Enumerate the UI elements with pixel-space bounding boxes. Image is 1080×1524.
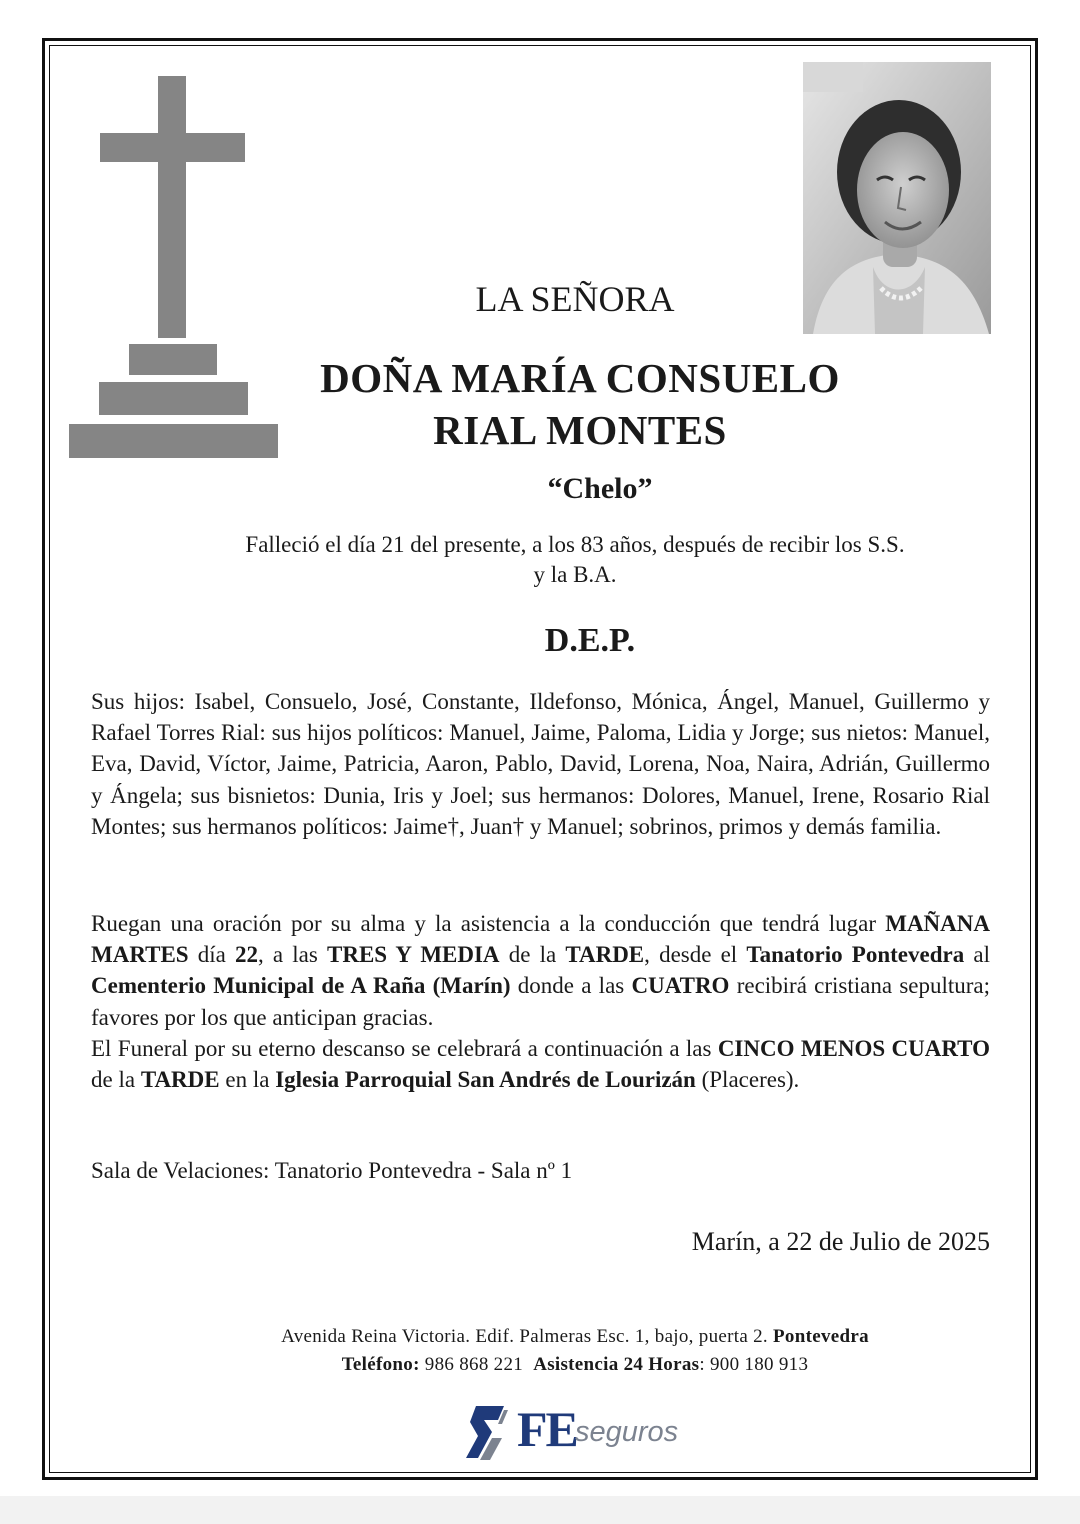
ceremony-text: recibirá cristiana sepultura; favores por los que anticipan gracias. bbox=[91, 973, 991, 1030]
logo-seguros-text: seguros bbox=[575, 1416, 679, 1448]
ceremony-text: de la bbox=[499, 942, 566, 968]
deceased-name bbox=[280, 352, 880, 456]
footer-address-line bbox=[150, 1323, 1000, 1351]
cross-icon bbox=[68, 76, 280, 458]
death-notice bbox=[140, 530, 1010, 590]
funeral-text: (Placeres). bbox=[695, 1067, 800, 1093]
phone-number: 986 868 221 bbox=[424, 1354, 524, 1375]
funeral-text: de la bbox=[91, 1067, 141, 1093]
ceremony-text: día bbox=[188, 942, 236, 968]
funeral-period: TARDE bbox=[140, 1067, 220, 1093]
ceremony-text: donde a las bbox=[510, 973, 632, 999]
deceased-name-line2: RIAL MONTES bbox=[433, 407, 727, 453]
footer-phone-line: Teléfono: 986 868 221 Asistencia 24 Horas: 900 180 913 bbox=[341, 1354, 809, 1375]
title-la-senora: LA SEÑORA bbox=[475, 279, 675, 319]
death-notice-line2: y la B.A. bbox=[533, 562, 617, 587]
logo-mark-icon bbox=[462, 1402, 512, 1464]
ceremony-cemetery: Cementerio Municipal de A Raña (Marín) bbox=[91, 973, 511, 999]
dep-heading: D.E.P. bbox=[544, 622, 636, 659]
phone-label: Teléfono: bbox=[341, 1354, 420, 1375]
fe-seguros-logo bbox=[462, 1400, 702, 1464]
funeral-paragraph bbox=[91, 1033, 990, 1095]
ceremony-text: Ruegan una oración por su alma y la asistencia a la conducción que tendrá lugar bbox=[91, 911, 886, 936]
funeral-time: CINCO MENOS CUARTO bbox=[717, 1036, 990, 1061]
nickname: “Chelo” bbox=[547, 472, 653, 505]
funeral-text: El Funeral por su eterno descanso se celebrará a continuación a las bbox=[91, 1036, 718, 1061]
footer-city: Pontevedra bbox=[773, 1326, 869, 1347]
ceremony-text: , a las bbox=[258, 942, 328, 968]
footer-contact bbox=[150, 1323, 1000, 1379]
assist-label: Asistencia 24 Horas bbox=[533, 1354, 700, 1375]
wake-room: Sala de Velaciones: Tanatorio Pontevedra - Sala nº 1 bbox=[91, 1158, 573, 1183]
ceremony-text: , desde el bbox=[644, 942, 747, 968]
death-notice-line1: Falleció el día 21 del presente, a los 83 años, después de recibir los S.S. bbox=[245, 532, 905, 557]
ceremony-period: TARDE bbox=[565, 942, 645, 968]
family-paragraph: Sus hijos: Isabel, Consuelo, José, Constante, Ildefonso, Mónica, Ángel, Manuel, Guillermo y Rafael Torres Rial: sus hijos políticos: Manuel, Jaime, Paloma, Lidia y Jorge; sus nietos: Manuel, Eva, David, Víctor, Jaime, Patricia, Aaron, Pablo, David, Lorena, Noa, Naira, Adrián, Guillermo y Ángela; sus bisnietos: Dunia, Iris y Joel; sus hermanos: Dolores, Manuel, Irene, Rosario Rial Montes; sus hermanos políticos: Jaime†, Juan† y Manuel; sobrinos, primos y demás familia. bbox=[91, 689, 990, 839]
ceremony-burial-time: CUATRO bbox=[631, 973, 730, 999]
ceremony-time: TRES Y MEDIA bbox=[327, 942, 500, 968]
assist-number: 900 180 913 bbox=[709, 1354, 809, 1375]
footer-address: Avenida Reina Victoria. Edif. Palmeras Esc. 1, bajo, puerta 2. bbox=[281, 1326, 768, 1347]
notice-date: Marín, a 22 de Julio de 2025 bbox=[691, 1227, 990, 1256]
ceremony-date: 22 bbox=[235, 942, 259, 968]
logo-fe-text: FE bbox=[517, 1401, 577, 1457]
ceremony-origin: Tanatorio Pontevedra bbox=[746, 942, 965, 968]
ceremony-paragraph bbox=[91, 908, 990, 1033]
funeral-text: en la bbox=[219, 1067, 276, 1093]
deceased-name-line1: DOÑA MARÍA CONSUELO bbox=[320, 355, 840, 401]
ceremony-text: al bbox=[964, 942, 990, 968]
page-bottom-strip bbox=[0, 1496, 1080, 1524]
ceremony-day: MAÑANA MARTES bbox=[91, 911, 990, 968]
funeral-church: Iglesia Parroquial San Andrés de Lourizán bbox=[275, 1067, 696, 1093]
